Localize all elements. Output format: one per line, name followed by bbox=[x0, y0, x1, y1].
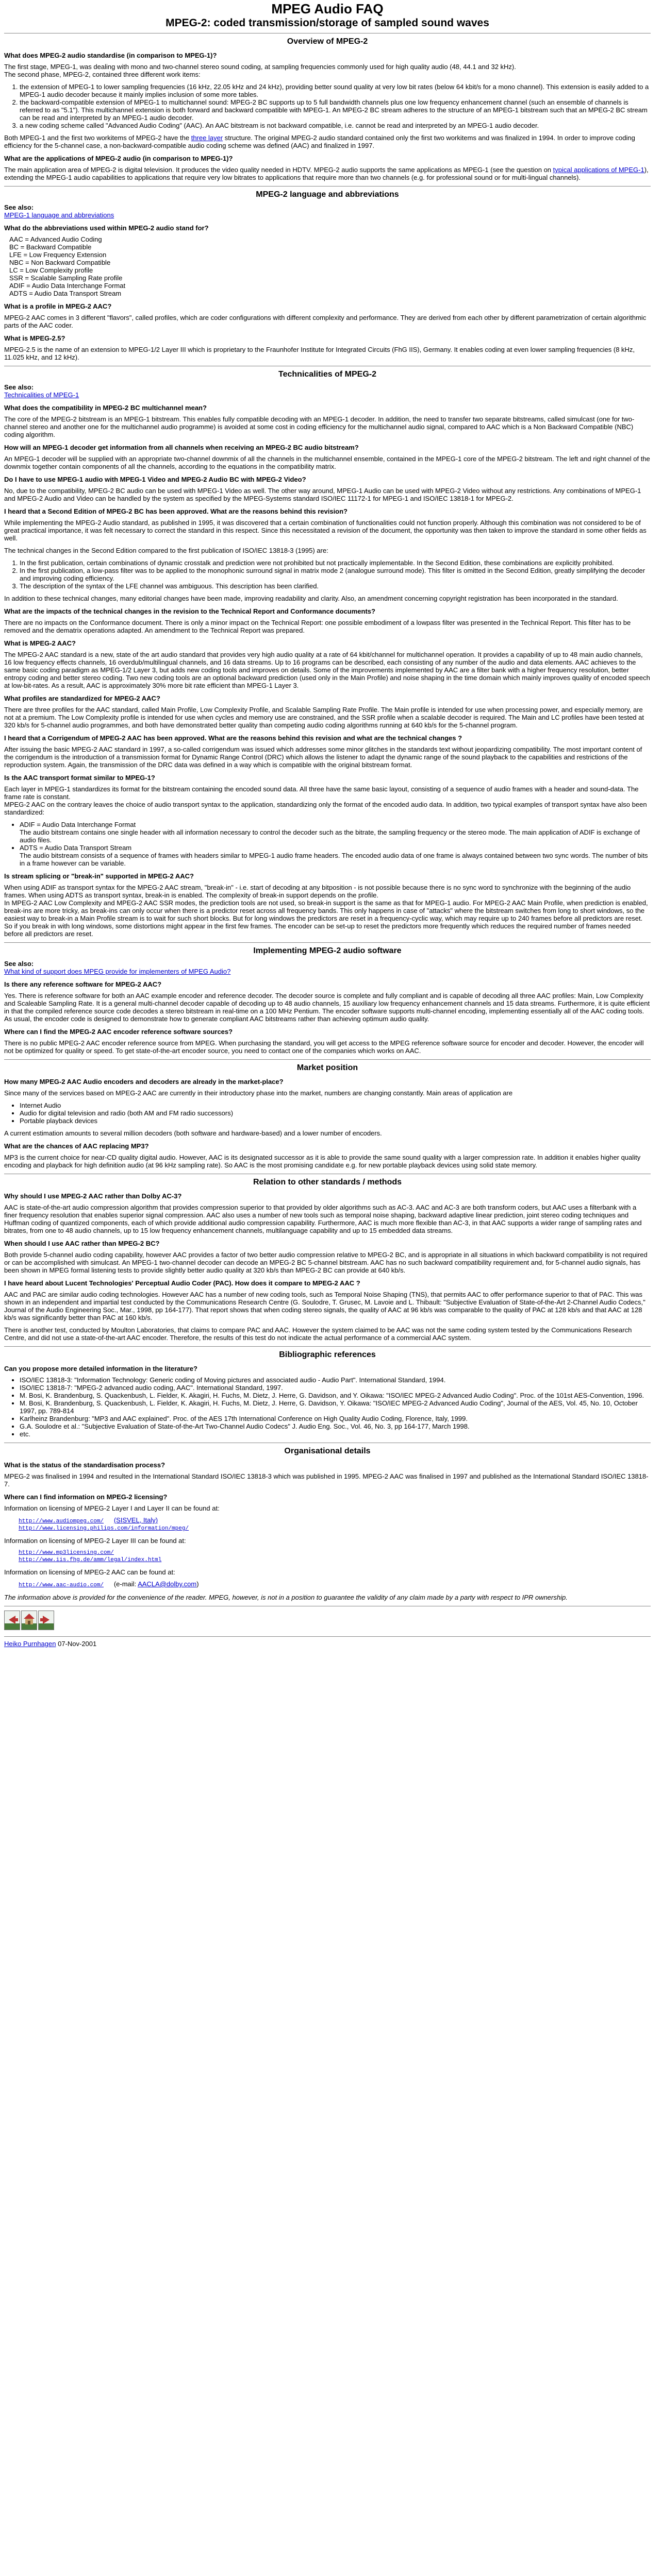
list-item: • M. Bosi, K. Brandenburg, S. Quackenbush, L. Fielder, K. Akagiri, H. Fuchs, M. Dietz, J. Herre, G. Davidson, and Y. Oikawa: "ISO/IEC MPEG-2 Advanced Audio Coding". Proc. of the 101st AES-Convention, 1996. bbox=[20, 1392, 651, 1399]
question: Is there any reference software for MPEG-2 AAC? bbox=[4, 980, 162, 988]
list-item: LC = Low Complexity profile bbox=[9, 266, 93, 274]
section-heading-bibliography: Bibliographic references bbox=[279, 1350, 376, 1359]
footer bbox=[4, 1640, 651, 1648]
answer-text: There are no impacts on the Conformance document. There is only a minor impact on the Technical Report: one possible embodiment of a lowpass filter was presented in the Technical Report. This filter has to be removed and the dematrix operations adapted. An amendment to the Technical Report was prepared. bbox=[4, 619, 631, 634]
question: What is a profile in MPEG-2 AAC? bbox=[4, 302, 112, 310]
list-item: • ISO/IEC 13818-3: "Information Technology: Generic coding of Moving pictures and associated audio - Audio Part". International Standard, 1994. bbox=[20, 1376, 651, 1384]
list-item: 2. In the first publication, a low-pass filter was to be applied to the monophonic surround signal in matrix mode 2 (analogue surround mode). This filter is omitted in the Second Edition, greatly simplifying the decoder and improving coding efficiency. bbox=[20, 567, 651, 582]
list-item: 3. The description of the syntax of the LFE channel was ambiguous. This description has been clarified. bbox=[20, 582, 651, 590]
list-item: 1. In the first publication, certain combinations of dynamic crosstalk and prediction were not prohibited but not practically implementable. In the Second Edition, these combinations are explicitly prohibited. bbox=[20, 559, 651, 567]
see-also: See also: MPEG-1 language and abbreviations bbox=[4, 204, 114, 219]
list-item: • ADIF = Audio Data Interchange Format The audio bitstream contains one single header with all information necessary to control the decoder such as the bitrate, the sampling frequency or the stereo mode. The main application of ADIF is exchange of audio files. bbox=[20, 821, 651, 844]
reference-list bbox=[4, 1376, 651, 1438]
answer-text: Information on licensing of MPEG-2 Layer I and Layer II can be found at: bbox=[4, 1504, 220, 1512]
list-item: 2. the backward-compatible extension of MPEG-1 to multichannel sound: MPEG-2 BC supports up to 5 full bandwidth channels plus one low frequency enhancement channel (such an ensemble of channels is referred to as "5.1"). This multichannel extension is both forward and backward compatible with MPEG-1. An MPEG-2 BC stream adheres to the structure of an MPEG-1 bitstream such that an MPEG-2 BC stream can be read and interpreted by an MPEG-1 audio decoder. bbox=[20, 98, 651, 122]
answer-text: Both MPEG-1 and the first two workitems of MPEG-2 have the three layer structure. The original MPEG-2 audio standard contained only the first two workitems and was finalized in 1994. In order to improve coding efficiency for the 5-channel case, a non-backward-compatible audio coding scheme was defined (AAC) and finalized in 1997. bbox=[4, 134, 635, 149]
divider bbox=[4, 186, 651, 187]
page-title: MPEG Audio FAQ bbox=[271, 1, 384, 16]
question: How many MPEG-2 AAC Audio encoders and decoders are already in the market-place? bbox=[4, 1078, 284, 1086]
answer-text: There is another test, conducted by Moulton Laboratories, that claims to compare PAC and AAC. However the system claimed to be AAC was not the same coding system tested by the Communications Research Centre, and did not use a state-of-the-art AAC encoder. Therefore, the results of this test do not indicate the actual performance of a commercial AAC system. bbox=[4, 1326, 632, 1342]
list-item: AAC = Advanced Audio Coding bbox=[9, 235, 102, 243]
page-subtitle: MPEG-2: coded transmission/storage of sampled sound waves bbox=[166, 17, 489, 29]
list-item: ADTS = Audio Data Transport Stream bbox=[9, 290, 122, 297]
divider bbox=[4, 1059, 651, 1060]
answer-text: AAC is state-of-the-art audio compression algorithm that provides compression superior to that provided by older algorithms such as AC-3. AAC and AC-3 are both transform coders, but AAC uses a filterbank with a finer frequency resolution that enables superior signal compression. AAC also uses a number of new tools such as temporal noise shaping, backward adaptive linear prediction, joint stereo coding techniques and Huffman coding of quantized components, each of which provide additional audio compression capability. Furthermore, AAC is much more flexible than AC-3, in that AAC supports a wider range of sampling rates and bitrates, from one to 48 audio channels, up to 15 low frequency enhancement channels, multilanguage capability and up to 15 embedded data streams. bbox=[4, 1204, 642, 1234]
question: Why should I use MPEG-2 AAC rather than Dolby AC-3? bbox=[4, 1192, 182, 1200]
see-also-link[interactable]: MPEG-1 language and abbreviations bbox=[4, 211, 114, 219]
answer-text: MPEG-2 was finalised in 1994 and resulted in the International Standard ISO/IEC 13818-3 which was published in 1995. MPEG-2 AAC was finalised in 1997 and published as the International Standard ISO/IEC 13818-7. bbox=[4, 1472, 649, 1488]
list-item: • Karlheinz Brandenburg: "MP3 and AAC explained". Proc. of the AES 17th International Conference on High Quality Audio Coding, Florence, Italy, 1999. bbox=[20, 1415, 651, 1422]
question: What does the compatibility in MPEG-2 BC multichannel mean? bbox=[4, 404, 207, 412]
answer-text: There are three profiles for the AAC standard, called Main Profile, Low Complexity Profile, and Scalable Sampling Rate Profile. The Main profile is intended for use when processing power, and especially memory, are not at a premium. The Low Complexity profile is intended for use when cycles and memory use are constrained, and the SSR profile when a scalable decoder is required. The Main and LC profiles have been tested at 320 kb/s for 5-channel audio programmes, and both have demonstrated better quality than competing audio coding algorithms running at 640 kb/s for the 5-channel program. bbox=[4, 706, 644, 729]
question: How will an MPEG-1 decoder get information from all channels when receiving an MPEG-2 BC audio bitstream? bbox=[4, 444, 359, 451]
answer-text: A current estimation amounts to several million decoders (both software and hardware-based) and a lower number of encoders. bbox=[4, 1129, 382, 1137]
question: What is the status of the standardisation process? bbox=[4, 1461, 166, 1469]
section-heading-implementing: Implementing MPEG-2 audio software bbox=[253, 946, 402, 955]
answer-text: There is no public MPEG-2 AAC encoder reference source from MPEG. When purchasing the standard, you will get access to the MPEG reference software source for encoder and decoder. However, the encoder will not be optimized for quality or speed. To get state-of-the-art encoder source, you need to contact one of the companies which works on AAC. bbox=[4, 1039, 644, 1055]
answer-text: Each layer in MPEG-1 standardizes its format for the bitstream containing the encoded sound data. All three have the same basic layout, consisting of a sequence of audio frames with a header and sound-data. The frame rate is constant. MPEG-2 AAC on the contrary leaves the choice of audio transport syntax to the application, standardizing only the format of the encoded audio data. In addition, two typical examples of transport syntax have also been standardized: bbox=[4, 785, 647, 816]
author-link[interactable]: Heiko Purnhagen bbox=[4, 1640, 56, 1648]
question: I have heard about Lucent Technologies' Perceptual Audio Coder (PAC). How does it compare to MPEG-2 AAC ? bbox=[4, 1279, 360, 1287]
list-item: • ADTS = Audio Data Transport Stream The audio bitstream consists of a sequence of frames with headers similar to MPEG-1 audio frame headers. The encoded audio data of one frame is always contained between two sync words. The number of bits in a frame however can be variable. bbox=[20, 844, 651, 867]
answer-text: An MPEG-1 decoder will be supplied with an appropriate two-channel downmix of all the channels in the multichannel ensemble, contained in the MPEG-1 core of the MPEG-2 bitstream. The left and right channel of the downmix together contain components of all the channels, according to the equations in the compatibility matrix. bbox=[4, 455, 650, 470]
question: Where can I find information on MPEG-2 licensing? bbox=[4, 1493, 168, 1501]
section-heading-technicalities: Technicalities of MPEG-2 bbox=[278, 370, 376, 379]
question: I heard that a Corrigendum of MPEG-2 AAC has been approved. What are the reasons behind this revision and what are the technical changes ? bbox=[4, 734, 462, 742]
divider bbox=[4, 1346, 651, 1347]
list-item: ADIF = Audio Data Interchange Format bbox=[9, 282, 126, 290]
question: What are the chances of AAC replacing MP3? bbox=[4, 1142, 149, 1150]
footer-date: 07-Nov-2001 bbox=[58, 1640, 97, 1648]
question: Can you propose more detailed information in the literature? bbox=[4, 1365, 197, 1372]
three-layer-link[interactable]: three layer bbox=[191, 134, 223, 142]
question: Where can I find the MPEG-2 AAC encoder reference software sources? bbox=[4, 1028, 233, 1036]
answer-text: MPEG-2 AAC comes in 3 different "flavors", called profiles, which are coder configurations with different complexity and performance. They are derived from each other by different parametrization of certain algorithmic parts of the AAC coder. bbox=[4, 314, 647, 329]
sisvel-link[interactable]: (SISVEL, Italy) bbox=[113, 1516, 158, 1524]
mp3licensing-link[interactable]: http://www.mp3licensing.com/ bbox=[19, 1550, 114, 1556]
list-item: • Audio for digital television and radio (both AM and FM radio successors) bbox=[20, 1109, 651, 1117]
see-also: See also: Technicalities of MPEG-1 bbox=[4, 383, 79, 399]
fhg-legal-link[interactable]: http://www.iis.fhg.de/amm/legal/index.html bbox=[19, 1557, 162, 1563]
section-heading-overview: Overview of MPEG-2 bbox=[287, 37, 368, 46]
list-item: • Portable playback devices bbox=[20, 1117, 651, 1125]
answer-text: AAC and PAC are similar audio coding technologies. However AAC has a number of new coding tools, such as Temporal Noise Shaping (TNS), that permits AAC to offer performance superior to that of PAC. This was shown in an independent and impartial test conducted by the Communications Research Centre (G. Soulodre, T. Grusec, M. Lavoie and L. Thibault: "Subjective Evaluation of State-of-the-Art 2-Channel Audio Codecs," Journal of the Audio Engineering Soc., Mar., 1998, pp 164-177). That report shows that when coding stereo signals, the quality of AAC at 96 kb/s was comparable to the quality of PAC at 128 kb/s and that AAC at 128 kb/s was significantly better than PAC at 160 kb/s. bbox=[4, 1291, 646, 1321]
transport-list bbox=[4, 821, 651, 867]
aac-audio-link[interactable]: http://www.aac-audio.com/ bbox=[19, 1582, 104, 1588]
list-item: • etc. bbox=[20, 1430, 651, 1438]
section-heading-organisational: Organisational details bbox=[284, 1447, 371, 1455]
section-heading-relation: Relation to other standards / methods bbox=[253, 1178, 402, 1187]
disclaimer: The information above is provided for the convenience of the reader. MPEG, however, is not in a position to guarantee the validity of any claim made by a party with respect to IPR ownership. bbox=[4, 1594, 568, 1601]
list-item: SSR = Scalable Sampling Rate profile bbox=[9, 274, 123, 282]
abbreviation-list bbox=[4, 235, 651, 297]
answer-text: Yes. There is reference software for both an AAC example encoder and reference decoder. The decoder source is complete and fully compliant and is capable of decoding all three AAC profiles: Main, Low Complexity and Scaleable Sampling Rate. It is a general multi-channel decoder capable of decoding up to 48 audio channels, 15 auxiliary low frequency enhancement channels and 15 data streams. Furthermore, it is quite efficient in that the compiled reference source code decodes a stereo bitstream in real-time on a 100 MHz Pentium. The encoder software supports multi-channel encoding, implementing essentially all of the AAC coding tools. As usual, the encoder code is designed to demonstrate how to generate compliant AAC bitstreams rather than achieving optimum audio quality. bbox=[4, 992, 650, 1023]
list-item: • Internet Audio bbox=[20, 1101, 651, 1109]
application-list bbox=[4, 1101, 651, 1125]
licensing-links: http://www.aac-audio.com/ (e-mail: AACLA@dolby.com) bbox=[19, 1580, 199, 1588]
audiompeg-link[interactable]: http://www.audiompeg.com/ bbox=[19, 1518, 104, 1524]
answer-text: After issuing the basic MPEG-2 AAC standard in 1997, a so-called corrigendum was issued which addresses some minor glitches in the standards text without jeopardizing compatibility. The most important content of the corrigendum is the introduction of a transmission format for Dynamic Range Control (DRC) which allows the listener to adapt the dynamic range of the sound playback to the capabilities and restrictions of the reproduction system. Again, the transmission of the DRC data was defined in a way which is compatible with the original bitstream format. bbox=[4, 745, 642, 769]
question: What profiles are standardized for MPEG-2 AAC? bbox=[4, 694, 160, 702]
question: I heard that a Second Edition of MPEG-2 BC has been approved. What are the reasons behind this revision? bbox=[4, 507, 348, 515]
see-also-link[interactable]: What kind of support does MPEG provide for implementers of MPEG Audio? bbox=[4, 968, 231, 975]
changes-list bbox=[4, 559, 651, 590]
licensing-links bbox=[19, 1549, 651, 1564]
answer-text: No, due to the compatibility, MPEG-2 BC audio can be used with MPEG-1 Video as well. The other way around, MPEG-1 Audio can be used with MPEG-2 Video without any restrictions. Any combinations of MPEG-1 and MPEG-2 Audio and Video can be handled by the system as specified by the MPEG-Systems standard ISO/IEC 11172-1 for MPEG-1 and ISO/IEC 13818-1 for MPEG-2. bbox=[4, 487, 641, 502]
see-also-link[interactable]: Technicalities of MPEG-1 bbox=[4, 391, 79, 399]
workitem-list bbox=[4, 83, 651, 129]
answer-text: In addition to these technical changes, many editorial changes have been made, improving readability and clarity. Also, an amendment concerning copyright registration has been incorporated in the standard. bbox=[4, 595, 618, 602]
answer-text: Information on licensing of MPEG-2 AAC can be found at: bbox=[4, 1568, 175, 1576]
question: What does MPEG-2 audio standardise (in comparison to MPEG-1)? bbox=[4, 52, 217, 59]
answer-text: MPEG-2.5 is the name of an extension to MPEG-1/2 Layer III which is proprietary to the Fraunhofer Institute for Integrated Circuits (FhG IIS), Germany. It enables coding at even lower sampling frequencies (8 kHz, 11.025 kHz, and 12 kHz). bbox=[4, 346, 635, 361]
answer-text: Both provide 5-channel audio coding capability, however AAC provides a factor of two better audio compression relative to MPEG-2 BC, and is appropriate in all situations in which backward compatibility is not required or can be accomplished with simulcast. An MPEG-1 two-channel decoder can decode an MPEG-2 BC 5-channel bitstream. AAC has no such backward compatibility requirement and, for 5-channel audio signals, has been shown in MPEG formal listening tests to provide slightly better audio quality at 320 kb/s than MPEG-2 BC can provide at 640 kb/s. bbox=[4, 1251, 648, 1274]
answer-text: MP3 is the current choice for near-CD quality digital audio. However, AAC is its designated successor as it is able to provide the same sound quality with a larger compression rate. In addition it enables higher quality encoding and playback for high definition audio (at 96 kHz sampling rate). So AAC is the most promising candidate e.g. for new portable playback devices using solid state memory. bbox=[4, 1154, 641, 1169]
question: Is stream splicing or "break-in" supported in MPEG-2 AAC? bbox=[4, 872, 194, 880]
answer-text: Since many of the services based on MPEG-2 AAC are currently in their introductory phase into the market, numbers are changing constantly. Main areas of application are bbox=[4, 1089, 513, 1097]
question: What is MPEG-2 AAC? bbox=[4, 639, 76, 647]
answer-text: The first stage, MPEG-1, was dealing with mono and two-channel stereo sound coding, at sampling frequencies commonly used for high quality audio (48, 44.1 and 32 kHz). The second phase, MPEG-2, contained three different work items: bbox=[4, 63, 516, 78]
list-item: • G.A. Soulodre et al.: "Subjective Evaluation of State-of-the-Art Two-Channel Audio Codecs" J. Audio Eng. Soc., Vol. 46, No. 3, pp 164-177, March 1998. bbox=[20, 1422, 651, 1430]
list-item: 1. the extension of MPEG-1 to lower sampling frequencies (16 kHz, 22.05 kHz and 24 kHz), providing better sound quality at very low bit rates (below 64 kbit/s for a mono channel). This extension is easily added to a MPEG-1 audio decoder because it mainly implies inclusion of some more tables. bbox=[20, 83, 651, 98]
email-link[interactable]: AACLA@dolby.com bbox=[138, 1580, 197, 1588]
navigation-icons bbox=[4, 1611, 651, 1630]
divider bbox=[4, 1636, 651, 1637]
answer-text: Information on licensing of MPEG-2 Layer III can be found at: bbox=[4, 1537, 186, 1545]
list-item: • ISO/IEC 13818-7: "MPEG-2 advanced audio coding, AAC". International Standard, 1997. bbox=[20, 1384, 651, 1392]
next-icon[interactable] bbox=[38, 1611, 54, 1630]
question: Do I have to use MPEG-1 audio with MPEG-1 Video and MPEG-2 Audio BC with MPEG-2 Video? bbox=[4, 476, 306, 483]
back-icon[interactable] bbox=[4, 1611, 20, 1630]
answer-text: The MPEG-2 AAC standard is a new, state of the art audio standard that provides very high audio quality at a rate of 64 kbit/channel for multichannel operation. It provides a capability of up to 48 main audio channels, 16 low frequency effects channels, 16 overdub/multilingual channels, and 16 data streams. Up to 16 programs can be described, each consisting of any number of the audio and data elements. AAC achieves to the same basic coding paradigm as MPEG-1/2 Layer 3, but adds new coding tools and improves on details. Some of the improvements implemented by AAC are a filter bank with a higher frequency resolution, better entropy coding and better stereo coding. Two new coding tools are an optional backward prediction (used only in the Main Profile) and noise shaping in the time domain which mainly improves quality of encoded speech at low-bit-rates. As a result, AAC is approximately 30% more bit rate efficient than MPEG-1 Layer 3. bbox=[4, 651, 650, 689]
list-item: BC = Backward Compatible bbox=[9, 243, 92, 251]
section-heading-market: Market position bbox=[296, 1063, 358, 1072]
answer-text: While implementing the MPEG-2 Audio standard, as published in 1995, it was discovered that a certain combination of functionalities could not function properly. Although this combination was not considered to be of great practical importance, it was felt necessary to correct the standard in this respect. Since this necessitated a revision of the document, the opportunity was then taken to improve the standard in some other fields as well. bbox=[4, 519, 647, 542]
list-item: 3. a new coding scheme called "Advanced Audio Coding" (AAC). An AAC bitstream is not backward compatible, i.e. cannot be read and interpreted by an MPEG-1 audio decoder. bbox=[20, 122, 651, 129]
typical-applications-link[interactable]: typical applications of MPEG-1 bbox=[553, 166, 644, 174]
see-also: See also: What kind of support does MPEG provide for implementers of MPEG Audio? bbox=[4, 960, 231, 975]
divider bbox=[4, 942, 651, 943]
answer-text: The main application area of MPEG-2 is digital television. It produces the video quality needed in HDTV. MPEG-2 audio supports the same applications as MPEG-1 (see the question on typical applications of MPEG-1), extending the MPEG-1 audio capabilities to applications that require very low bitrates to applications that require more than two channels (e.g. for professional sound or for multi-lingual channels). bbox=[4, 166, 649, 181]
philips-licensing-link[interactable]: http://www.licensing.philips.com/information/mpeg/ bbox=[19, 1526, 189, 1532]
question: What is MPEG-2.5? bbox=[4, 334, 65, 342]
question: What do the abbreviations used within MPEG-2 audio stand for? bbox=[4, 224, 209, 232]
licensing-links bbox=[19, 1517, 651, 1532]
answer-text: The technical changes in the Second Edition compared to the first publication of ISO/IEC 13818-3 (1995) are: bbox=[4, 547, 328, 554]
answer-text: The core of the MPEG-2 bitstream is an MPEG-1 bitstream. This enables fully compatible decoding with an MPEG-1 decoder. In addition, the need to transfer two separate bitstreams, called simulcast (one for two-channel stereo and another one for the multichannel audio programme) is avoided at some cost in coding efficiency for the multichannel audio signal, compared to AAC which is a Non Backward Compatible (NBC) coding algorithm. bbox=[4, 415, 635, 438]
list-item: LFE = Low Frequency Extension bbox=[9, 251, 107, 259]
section-heading-language: MPEG-2 language and abbreviations bbox=[256, 190, 399, 199]
list-item: NBC = Non Backward Compatible bbox=[9, 259, 111, 266]
question: When should I use AAC rather than MPEG-2 BC? bbox=[4, 1240, 160, 1247]
home-icon[interactable] bbox=[21, 1611, 37, 1630]
list-item: • M. Bosi, K. Brandenburg, S. Quackenbush, L. Fielder, K. Akagiri, H. Fuchs, M. Dietz, J. Herre, G. Davidson, Y. Oikawa: "ISO/IEC MPEG-2 Advanced Audio Coding", Journal of the AES, Vol. 45, No. 10, October 1997, pp. 789-814 bbox=[20, 1399, 651, 1415]
question: Is the AAC transport format similar to MPEG-1? bbox=[4, 774, 155, 782]
answer-text: When using ADIF as transport syntax for the MPEG-2 AAC stream, "break-in" - i.e. start of decoding at any bitposition - is not possible because there is no sync word to synchronize with the beginning of the audio frames. When using ADTS as transport syntax, break-in is enabled. The complexity of break-in support depends on the profile. In MPEG-2 AAC Low Complexity and MPEG-2 AAC SSR modes, the prediction tools are not used, so break-in support is the same as that for MPEG-1 audio. For MPEG-2 AAC Main Profile, when prediction is enabled, break-ins are more tricky, as break-ins can only occur when there is a predictor reset across all frequency bands. This only happens in case of "attacks" where the bitstream switches from long to short windows, so the easiest way to break-in a Main Profile stream is to wait for such short blocks. But for long windows the predictors are reset in a frequency-cyclic way, which may require up to 240 frames before all predictors are reset. So if you break in with long windows, some distortions might appear in the first few frames. The encoder can be set-up to reset the predictors more frequently which reduces the required number of frames needed before all predictors are reset. bbox=[4, 884, 648, 938]
question: What are the applications of MPEG-2 audio (in comparison to MPEG-1)? bbox=[4, 155, 233, 162]
question: What are the impacts of the technical changes in the revision to the Technical Report and Conformance documents? bbox=[4, 607, 375, 615]
